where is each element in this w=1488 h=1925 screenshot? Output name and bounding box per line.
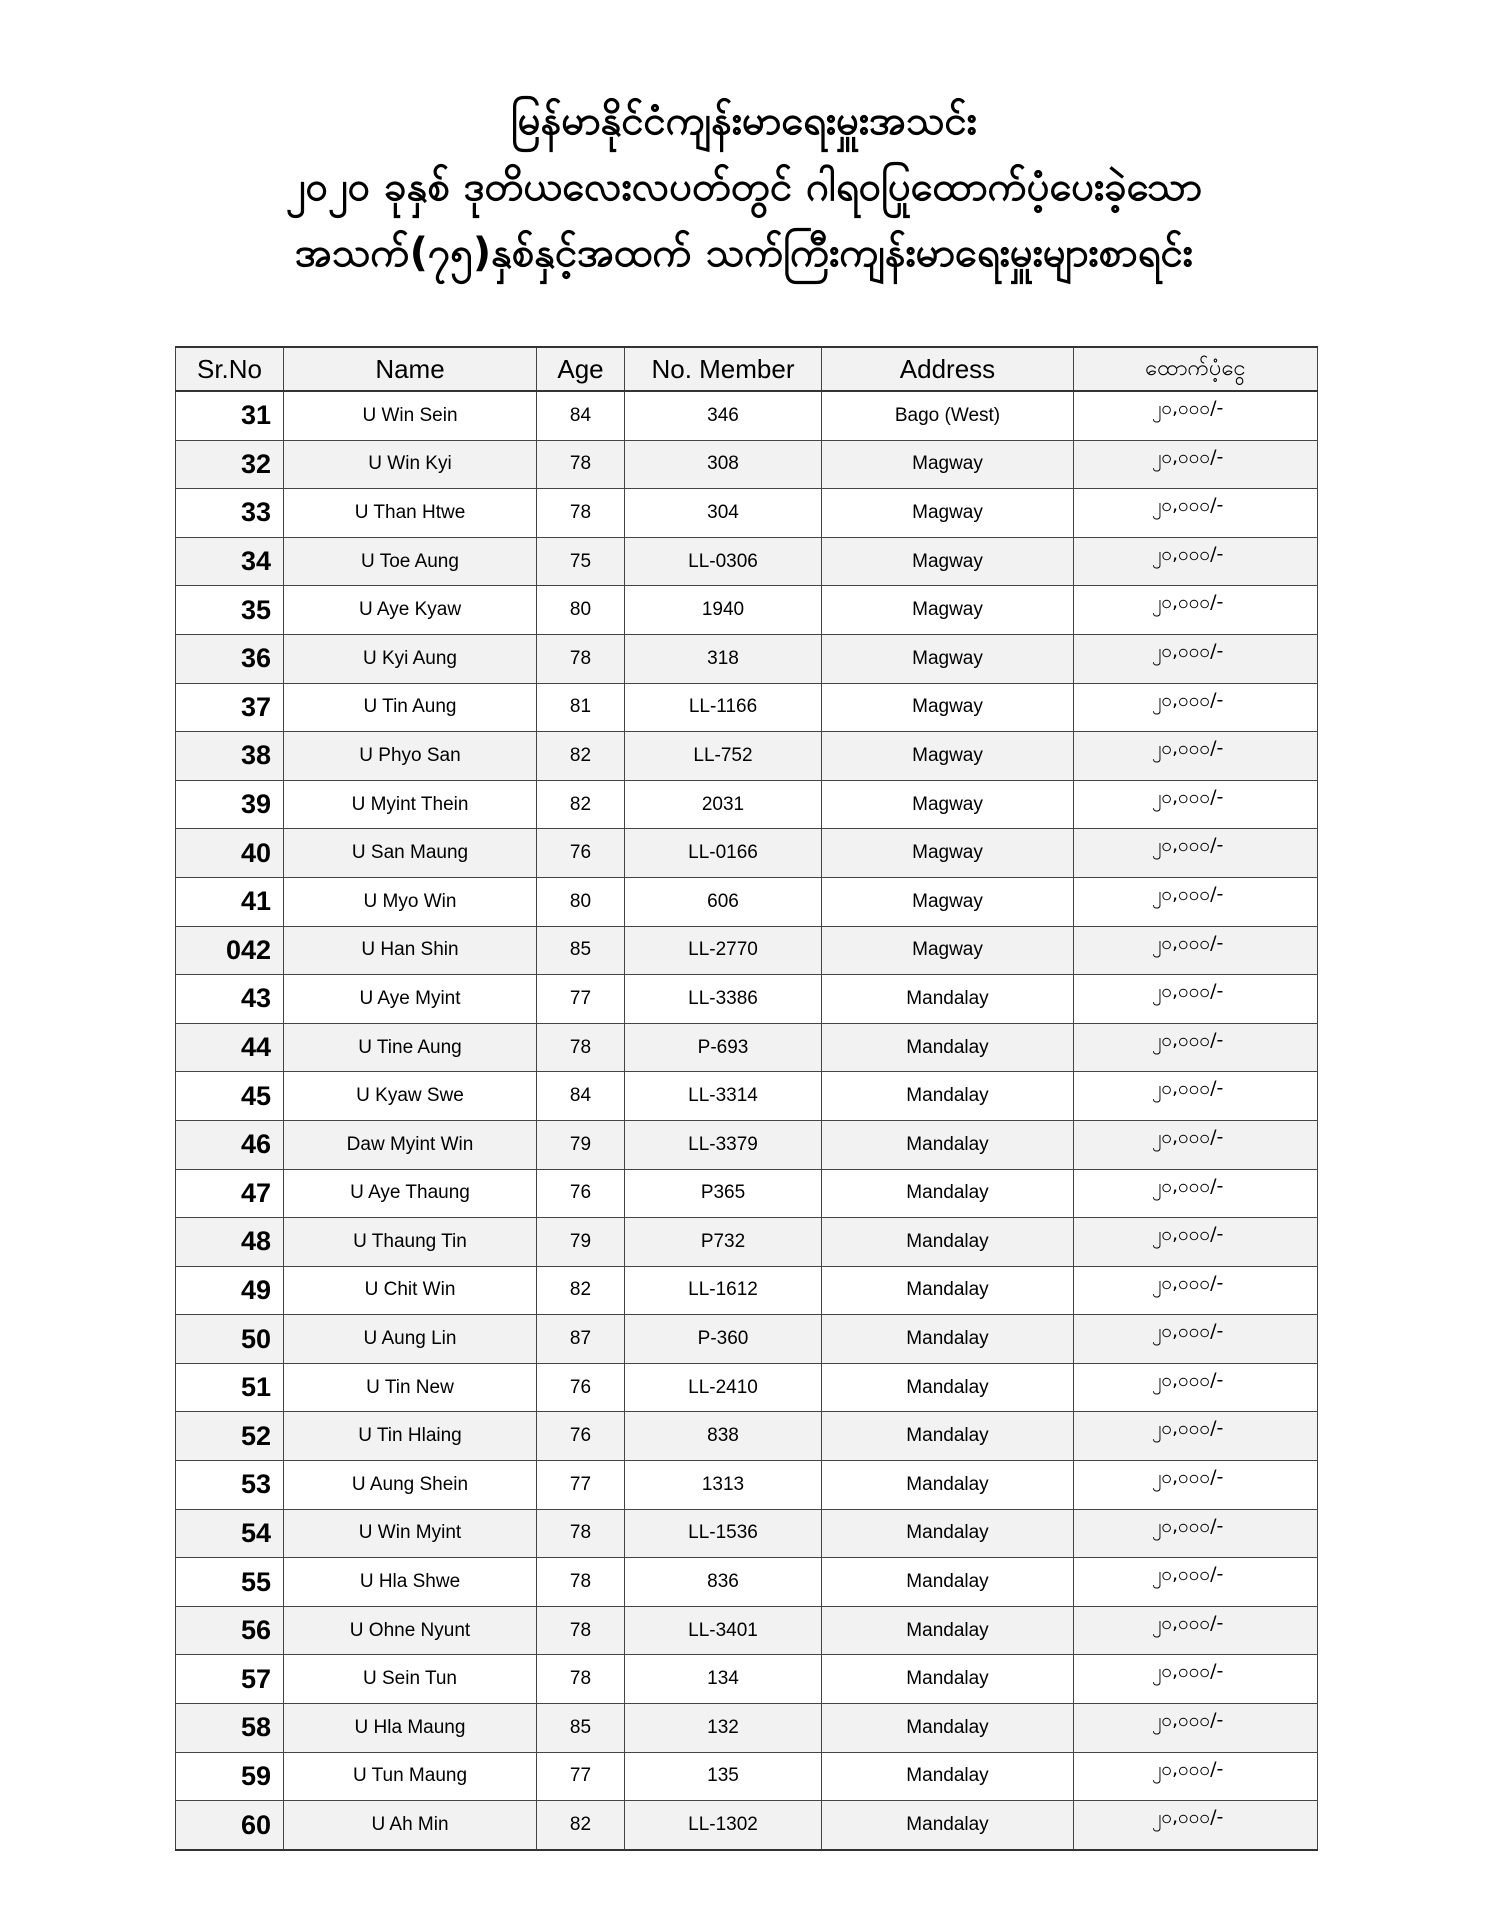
cell-sr-no: 40 <box>176 829 284 878</box>
table-row <box>176 489 1318 538</box>
cell-address: Mandalay <box>822 1120 1074 1169</box>
cell-address: Mandalay <box>822 1558 1074 1607</box>
cell-sr-no: 35 <box>176 586 284 635</box>
cell-sr-no: 59 <box>176 1752 284 1801</box>
members-table <box>175 346 1318 1851</box>
cell-address: Magway <box>822 440 1074 489</box>
cell-age: 79 <box>537 1218 625 1267</box>
title-line-1: မြန်မာနိုင်ငံကျန်းမာရေးမှူးအသင်း <box>511 98 977 144</box>
cell-age: 77 <box>537 1752 625 1801</box>
cell-payment: ၂၀,၀၀၀/- <box>1074 683 1318 732</box>
table-row <box>176 1704 1318 1753</box>
cell-payment: ၂၀,၀၀၀/- <box>1074 1218 1318 1267</box>
table-row <box>176 877 1318 926</box>
cell-age: 80 <box>537 877 625 926</box>
cell-payment: ၂၀,၀၀၀/- <box>1074 975 1318 1024</box>
cell-name: U Tine Aung <box>284 1023 537 1072</box>
cell-member-no: 318 <box>625 634 822 683</box>
cell-member-no: 1940 <box>625 586 822 635</box>
cell-payment: ၂၀,၀၀၀/- <box>1074 926 1318 975</box>
cell-payment: ၂၀,၀၀၀/- <box>1074 1509 1318 1558</box>
cell-payment: ၂၀,၀၀၀/- <box>1074 780 1318 829</box>
cell-address: Magway <box>822 877 1074 926</box>
cell-age: 84 <box>537 1072 625 1121</box>
cell-member-no: P365 <box>625 1169 822 1218</box>
cell-member-no: P-360 <box>625 1315 822 1364</box>
table-row <box>176 1801 1318 1850</box>
cell-sr-no: 60 <box>176 1801 284 1850</box>
cell-sr-no: 43 <box>176 975 284 1024</box>
cell-member-no: 304 <box>625 489 822 538</box>
cell-sr-no: 51 <box>176 1363 284 1412</box>
cell-age: 80 <box>537 586 625 635</box>
cell-payment: ၂၀,၀၀၀/- <box>1074 1315 1318 1364</box>
cell-address: Mandalay <box>822 1801 1074 1850</box>
cell-age: 84 <box>537 391 625 440</box>
cell-member-no: LL-3314 <box>625 1072 822 1121</box>
cell-member-no: LL-0306 <box>625 537 822 586</box>
cell-age: 85 <box>537 1704 625 1753</box>
cell-sr-no: 36 <box>176 634 284 683</box>
cell-member-no: LL-3401 <box>625 1606 822 1655</box>
table-row <box>176 829 1318 878</box>
table-body <box>176 391 1318 1850</box>
cell-address: Mandalay <box>822 1023 1074 1072</box>
cell-payment: ၂၀,၀၀၀/- <box>1074 634 1318 683</box>
cell-member-no: LL-3386 <box>625 975 822 1024</box>
cell-member-no: LL-0166 <box>625 829 822 878</box>
cell-payment: ၂၀,၀၀၀/- <box>1074 391 1318 440</box>
cell-address: Mandalay <box>822 1363 1074 1412</box>
cell-name: U Tin Hlaing <box>284 1412 537 1461</box>
cell-member-no: P-693 <box>625 1023 822 1072</box>
cell-sr-no: 44 <box>176 1023 284 1072</box>
cell-name: U Myo Win <box>284 877 537 926</box>
cell-age: 78 <box>537 440 625 489</box>
cell-sr-no: 47 <box>176 1169 284 1218</box>
cell-name: U Han Shin <box>284 926 537 975</box>
cell-payment: ၂၀,၀၀၀/- <box>1074 1704 1318 1753</box>
table-row <box>176 1752 1318 1801</box>
cell-name: U Kyaw Swe <box>284 1072 537 1121</box>
cell-name: U Sein Tun <box>284 1655 537 1704</box>
cell-age: 78 <box>537 1558 625 1607</box>
cell-payment: ၂၀,၀၀၀/- <box>1074 1558 1318 1607</box>
cell-age: 76 <box>537 1412 625 1461</box>
cell-payment: ၂၀,၀၀၀/- <box>1074 1120 1318 1169</box>
cell-address: Mandalay <box>822 1461 1074 1510</box>
cell-address: Magway <box>822 586 1074 635</box>
cell-member-no: LL-1612 <box>625 1266 822 1315</box>
cell-address: Magway <box>822 780 1074 829</box>
cell-sr-no: 46 <box>176 1120 284 1169</box>
cell-name: U Aye Myint <box>284 975 537 1024</box>
cell-name: U Win Myint <box>284 1509 537 1558</box>
cell-sr-no: 45 <box>176 1072 284 1121</box>
cell-address: Magway <box>822 489 1074 538</box>
cell-address: Mandalay <box>822 1218 1074 1267</box>
cell-address: Magway <box>822 829 1074 878</box>
cell-age: 78 <box>537 489 625 538</box>
table-row <box>176 780 1318 829</box>
cell-member-no: 134 <box>625 1655 822 1704</box>
cell-address: Mandalay <box>822 1412 1074 1461</box>
cell-name: U Myint Thein <box>284 780 537 829</box>
table-row <box>176 537 1318 586</box>
cell-address: Mandalay <box>822 1704 1074 1753</box>
cell-member-no: LL-3379 <box>625 1120 822 1169</box>
cell-payment: ၂၀,၀၀၀/- <box>1074 732 1318 781</box>
cell-age: 87 <box>537 1315 625 1364</box>
cell-age: 78 <box>537 1509 625 1558</box>
cell-sr-no: 57 <box>176 1655 284 1704</box>
cell-address: Mandalay <box>822 1266 1074 1315</box>
cell-address: Mandalay <box>822 1509 1074 1558</box>
cell-age: 85 <box>537 926 625 975</box>
cell-age: 78 <box>537 1655 625 1704</box>
header-sr-no: Sr.No <box>176 347 284 391</box>
cell-age: 81 <box>537 683 625 732</box>
table-row <box>176 926 1318 975</box>
cell-member-no: 838 <box>625 1412 822 1461</box>
table-row <box>176 1023 1318 1072</box>
cell-name: U Ohne Nyunt <box>284 1606 537 1655</box>
cell-payment: ၂၀,၀၀၀/- <box>1074 586 1318 635</box>
cell-name: U Tin Aung <box>284 683 537 732</box>
cell-age: 78 <box>537 634 625 683</box>
cell-address: Bago (West) <box>822 391 1074 440</box>
cell-member-no: 132 <box>625 1704 822 1753</box>
cell-member-no: 1313 <box>625 1461 822 1510</box>
cell-name: U Than Htwe <box>284 489 537 538</box>
cell-payment: ၂၀,၀၀၀/- <box>1074 1266 1318 1315</box>
cell-payment: ၂၀,၀၀၀/- <box>1074 877 1318 926</box>
cell-name: U Kyi Aung <box>284 634 537 683</box>
table-row <box>176 1315 1318 1364</box>
cell-age: 82 <box>537 780 625 829</box>
table-row <box>176 440 1318 489</box>
cell-address: Mandalay <box>822 1655 1074 1704</box>
cell-sr-no: 37 <box>176 683 284 732</box>
cell-member-no: 346 <box>625 391 822 440</box>
table-row <box>176 1606 1318 1655</box>
cell-payment: ၂၀,၀၀၀/- <box>1074 1655 1318 1704</box>
cell-payment: ၂၀,၀၀၀/- <box>1074 1412 1318 1461</box>
cell-payment: ၂၀,၀၀၀/- <box>1074 440 1318 489</box>
cell-address: Mandalay <box>822 1169 1074 1218</box>
cell-name: U Tun Maung <box>284 1752 537 1801</box>
cell-name: U San Maung <box>284 829 537 878</box>
cell-member-no: LL-2410 <box>625 1363 822 1412</box>
cell-address: Magway <box>822 634 1074 683</box>
cell-address: Mandalay <box>822 1315 1074 1364</box>
cell-sr-no: 49 <box>176 1266 284 1315</box>
cell-payment: ၂၀,၀၀၀/- <box>1074 1363 1318 1412</box>
cell-member-no: 135 <box>625 1752 822 1801</box>
cell-sr-no: 41 <box>176 877 284 926</box>
table-row <box>176 732 1318 781</box>
cell-name: U Hla Maung <box>284 1704 537 1753</box>
cell-sr-no: 32 <box>176 440 284 489</box>
cell-sr-no: 58 <box>176 1704 284 1753</box>
table-row <box>176 391 1318 440</box>
cell-payment: ၂၀,၀၀၀/- <box>1074 829 1318 878</box>
cell-name: U Ah Min <box>284 1801 537 1850</box>
cell-payment: ၂၀,၀၀၀/- <box>1074 1023 1318 1072</box>
cell-member-no: LL-1302 <box>625 1801 822 1850</box>
cell-sr-no: 50 <box>176 1315 284 1364</box>
table-row <box>176 1509 1318 1558</box>
cell-member-no: LL-752 <box>625 732 822 781</box>
cell-age: 78 <box>537 1606 625 1655</box>
cell-sr-no: 34 <box>176 537 284 586</box>
cell-payment: ၂၀,၀၀၀/- <box>1074 1801 1318 1850</box>
cell-name: U Aung Shein <box>284 1461 537 1510</box>
cell-age: 76 <box>537 829 625 878</box>
cell-address: Mandalay <box>822 975 1074 1024</box>
table-row <box>176 1363 1318 1412</box>
table-row <box>176 1072 1318 1121</box>
cell-sr-no: 56 <box>176 1606 284 1655</box>
header-row <box>176 347 1318 391</box>
cell-payment: ၂၀,၀၀၀/- <box>1074 1169 1318 1218</box>
cell-name: U Phyo San <box>284 732 537 781</box>
cell-member-no: 836 <box>625 1558 822 1607</box>
cell-address: Magway <box>822 537 1074 586</box>
table-row <box>176 1218 1318 1267</box>
title-line-2: ၂၀၂၀ ခုနှစ် ဒုတိယလေးလပတ်တွင် ဂါရဝပြုထောက်ပံ့ပေးခဲ့သော <box>285 164 1203 210</box>
cell-member-no: LL-1166 <box>625 683 822 732</box>
header-age: Age <box>537 347 625 391</box>
table-row <box>176 1266 1318 1315</box>
cell-age: 77 <box>537 975 625 1024</box>
cell-age: 78 <box>537 1023 625 1072</box>
cell-member-no: LL-2770 <box>625 926 822 975</box>
cell-sr-no: 042 <box>176 926 284 975</box>
cell-sr-no: 31 <box>176 391 284 440</box>
cell-payment: ၂၀,၀၀၀/- <box>1074 1072 1318 1121</box>
cell-member-no: LL-1536 <box>625 1509 822 1558</box>
cell-name: U Aye Thaung <box>284 1169 537 1218</box>
cell-address: Magway <box>822 926 1074 975</box>
cell-name: Daw Myint Win <box>284 1120 537 1169</box>
cell-name: U Tin New <box>284 1363 537 1412</box>
cell-sr-no: 33 <box>176 489 284 538</box>
cell-address: Mandalay <box>822 1752 1074 1801</box>
table-row <box>176 1412 1318 1461</box>
cell-payment: ၂၀,၀၀၀/- <box>1074 489 1318 538</box>
table-row <box>176 683 1318 732</box>
cell-name: U Toe Aung <box>284 537 537 586</box>
cell-sr-no: 48 <box>176 1218 284 1267</box>
cell-sr-no: 55 <box>176 1558 284 1607</box>
cell-name: U Win Kyi <box>284 440 537 489</box>
cell-payment: ၂၀,၀၀၀/- <box>1074 537 1318 586</box>
cell-age: 76 <box>537 1169 625 1218</box>
document-title <box>0 88 1488 286</box>
cell-name: U Win Sein <box>284 391 537 440</box>
title-line-3: အသက်(၇၅)နှစ်နှင့်အထက် သက်ကြီးကျန်းမာရေးမှူးများစာရင်း <box>295 230 1193 276</box>
cell-address: Magway <box>822 732 1074 781</box>
header-member-no: No. Member <box>625 347 822 391</box>
cell-age: 79 <box>537 1120 625 1169</box>
table-row <box>176 1169 1318 1218</box>
cell-age: 82 <box>537 1801 625 1850</box>
table-row <box>176 634 1318 683</box>
table-row <box>176 586 1318 635</box>
cell-payment: ၂၀,၀၀၀/- <box>1074 1752 1318 1801</box>
table-row <box>176 975 1318 1024</box>
cell-name: U Hla Shwe <box>284 1558 537 1607</box>
cell-age: 82 <box>537 732 625 781</box>
table-row <box>176 1120 1318 1169</box>
cell-sr-no: 53 <box>176 1461 284 1510</box>
table-row <box>176 1558 1318 1607</box>
cell-age: 76 <box>537 1363 625 1412</box>
header-address: Address <box>822 347 1074 391</box>
cell-sr-no: 39 <box>176 780 284 829</box>
cell-member-no: 2031 <box>625 780 822 829</box>
cell-sr-no: 52 <box>176 1412 284 1461</box>
cell-name: U Aye Kyaw <box>284 586 537 635</box>
cell-address: Mandalay <box>822 1606 1074 1655</box>
cell-name: U Aung Lin <box>284 1315 537 1364</box>
table-row <box>176 1655 1318 1704</box>
cell-age: 82 <box>537 1266 625 1315</box>
cell-age: 77 <box>537 1461 625 1510</box>
table-row <box>176 1461 1318 1510</box>
cell-member-no: 606 <box>625 877 822 926</box>
cell-member-no: P732 <box>625 1218 822 1267</box>
header-payment: ထောက်ပံ့ငွေ <box>1074 347 1318 391</box>
cell-sr-no: 38 <box>176 732 284 781</box>
cell-address: Mandalay <box>822 1072 1074 1121</box>
cell-payment: ၂၀,၀၀၀/- <box>1074 1606 1318 1655</box>
cell-member-no: 308 <box>625 440 822 489</box>
cell-address: Magway <box>822 683 1074 732</box>
cell-sr-no: 54 <box>176 1509 284 1558</box>
header-name: Name <box>284 347 537 391</box>
cell-age: 75 <box>537 537 625 586</box>
cell-name: U Thaung Tin <box>284 1218 537 1267</box>
cell-name: U Chit Win <box>284 1266 537 1315</box>
table-header <box>176 347 1318 391</box>
cell-payment: ၂၀,၀၀၀/- <box>1074 1461 1318 1510</box>
